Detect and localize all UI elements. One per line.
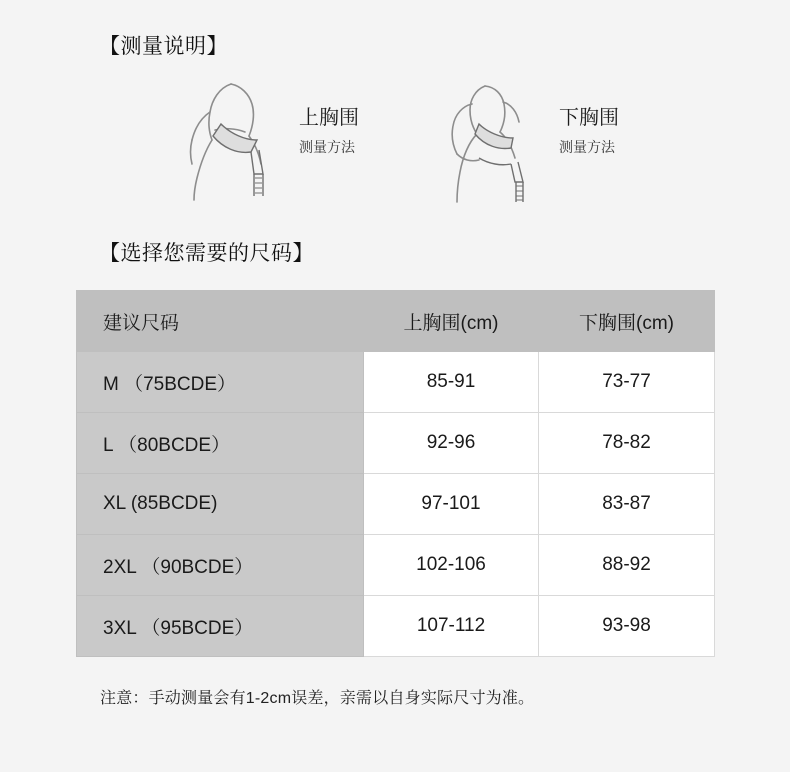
measurement-note: 注意：手动测量会有1-2cm误差，亲需以自身实际尺寸为准。 <box>100 690 535 707</box>
cell-lower-bust: 73-77 <box>539 352 715 413</box>
size-chart-table <box>76 290 715 657</box>
header-upper-bust: 上胸围(cm) <box>364 291 539 352</box>
lower-bust-label: 下胸围 <box>559 107 619 129</box>
cell-size: 2XL （90BCDE） <box>77 535 364 596</box>
cell-upper-bust: 102-106 <box>364 535 539 596</box>
table-header-row <box>77 291 715 352</box>
header-suggested-size: 建议尺码 <box>77 291 364 352</box>
cell-lower-bust: 83-87 <box>539 474 715 535</box>
cell-upper-bust: 97-101 <box>364 474 539 535</box>
cell-size: XL (85BCDE) <box>77 474 364 535</box>
lower-bust-sublabel: 测量方法 <box>559 139 615 155</box>
lower-bust-illustration <box>439 78 719 208</box>
cell-lower-bust: 88-92 <box>539 535 715 596</box>
table-row <box>77 352 715 413</box>
size-selection-heading: 【选择您需要的尺码】 <box>99 242 314 265</box>
upper-bust-sublabel: 测量方法 <box>299 139 355 155</box>
upper-bust-label: 上胸围 <box>299 107 359 129</box>
cell-upper-bust: 92-96 <box>364 413 539 474</box>
cell-size: M （75BCDE） <box>77 352 364 413</box>
table-row <box>77 474 715 535</box>
lower-bust-measure-icon <box>439 78 559 208</box>
upper-bust-illustration <box>179 78 459 208</box>
cell-size: L （80BCDE） <box>77 413 364 474</box>
upper-bust-caption <box>299 106 459 157</box>
cell-lower-bust: 93-98 <box>539 596 715 657</box>
cell-upper-bust: 107-112 <box>364 596 539 657</box>
table-row <box>77 596 715 657</box>
illustration-row <box>99 78 699 208</box>
header-lower-bust: 下胸围(cm) <box>539 291 715 352</box>
cell-lower-bust: 78-82 <box>539 413 715 474</box>
upper-bust-measure-icon <box>179 78 299 208</box>
measure-instructions-heading: 【测量说明】 <box>99 35 228 58</box>
table-row <box>77 413 715 474</box>
lower-bust-caption <box>559 106 719 157</box>
cell-upper-bust: 85-91 <box>364 352 539 413</box>
cell-size: 3XL （95BCDE） <box>77 596 364 657</box>
table-row <box>77 535 715 596</box>
